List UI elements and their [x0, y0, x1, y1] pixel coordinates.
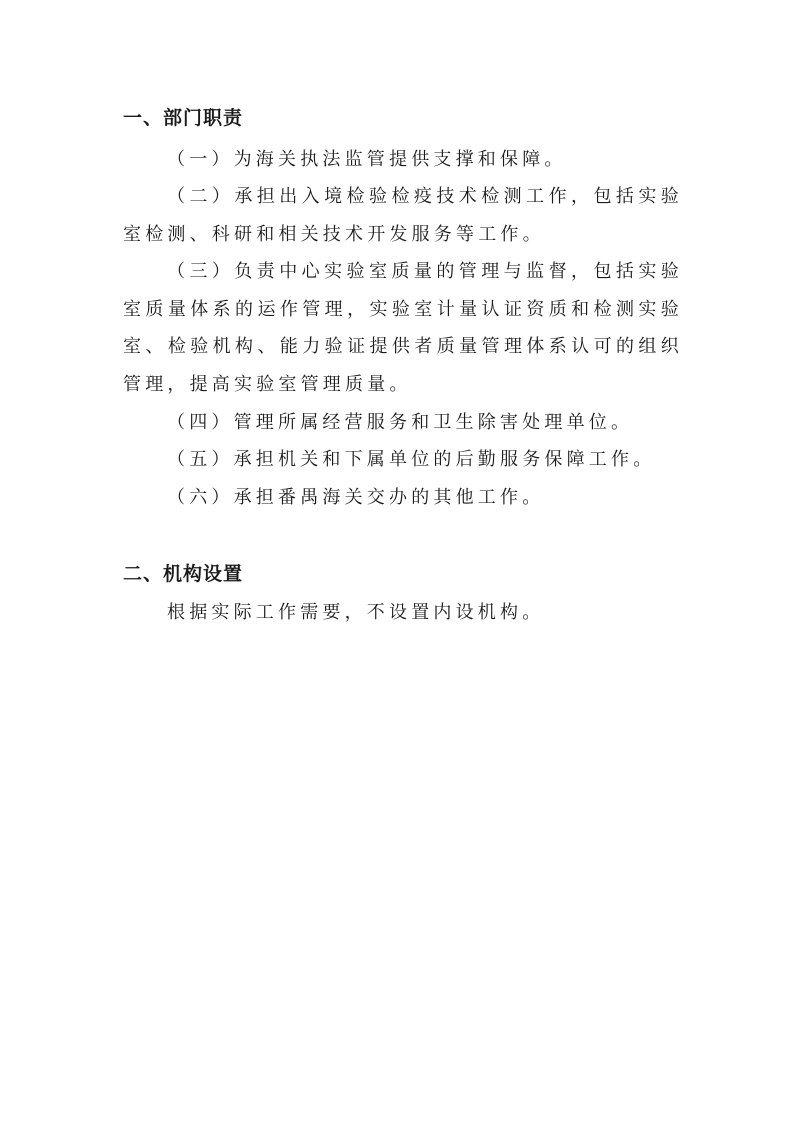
- responsibility-item-5: （五）承担机关和下属单位的后勤服务保障工作。: [167, 449, 656, 470]
- responsibility-item-1: （一）为海关执法监管提供支撑和保障。: [167, 149, 567, 170]
- responsibility-item-4: （四）管理所属经营服务和卫生除害处理单位。: [167, 412, 634, 433]
- section-heading-organization: 二、机构设置: [123, 563, 244, 585]
- section-heading-responsibilities: 一、部门职责: [123, 107, 244, 129]
- responsibility-item-3: （三）负责中心实验室质量的管理与监督，包括实验室质量体系的运作管理，实验室计量认证资质和检测实验室、检验机构、能力验证提供者质量管理体系认可的组织管理，提高实验室管理质量。: [123, 261, 683, 395]
- organization-body: 根据实际工作需要，不设置内设机构。: [167, 602, 545, 623]
- responsibility-item-6: （六）承担番禺海关交办的其他工作。: [167, 487, 545, 508]
- responsibility-item-2: （二）承担出入境检验检疫技术检测工作，包括实验室检测、科研和相关技术开发服务等工作。: [123, 186, 683, 245]
